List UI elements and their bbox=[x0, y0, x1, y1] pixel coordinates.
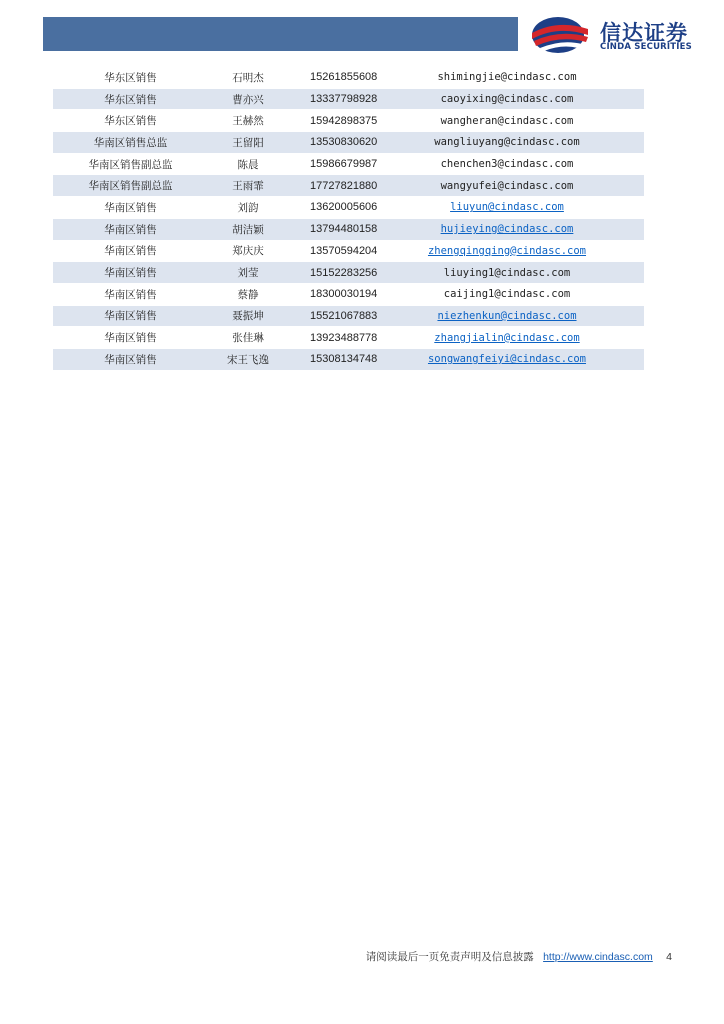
cell-name: 陈晨 bbox=[237, 158, 259, 171]
table-row bbox=[53, 305, 644, 327]
email-link: caijing1@cindasc.com bbox=[443, 288, 571, 301]
table-row bbox=[53, 175, 644, 197]
email-link[interactable]: hujieying@cindasc.com bbox=[440, 223, 574, 236]
cell-phone: 13923488778 bbox=[310, 331, 378, 344]
email-link: wangheran@cindasc.com bbox=[440, 114, 574, 127]
email-link[interactable]: zhangjialin@cindasc.com bbox=[434, 331, 580, 344]
cell-role: 华南区销售 bbox=[104, 245, 157, 258]
cell-email bbox=[370, 110, 644, 132]
cell-name: 刘韵 bbox=[237, 201, 259, 214]
cell-name: 王留阳 bbox=[208, 132, 288, 154]
footer-disclaimer: 请阅读最后一页免责声明及信息披露 bbox=[365, 951, 534, 963]
email-link[interactable]: liuyun@cindasc.com bbox=[450, 201, 564, 214]
cell-name: 王赫然 bbox=[232, 115, 264, 128]
cell-role: 华东区销售 bbox=[104, 115, 157, 128]
cell-email bbox=[370, 240, 644, 262]
cell-email bbox=[370, 262, 644, 284]
cell-phone: 13620005606 bbox=[310, 201, 378, 214]
cell-phone: 15308134748 bbox=[288, 348, 370, 370]
cell-name: 郑庆庆 bbox=[232, 245, 264, 258]
cell-name: 曹亦兴 bbox=[208, 88, 288, 110]
cell-phone: 13794480158 bbox=[288, 218, 370, 240]
cell-name: 石明杰 bbox=[232, 71, 264, 84]
table-row bbox=[53, 153, 644, 175]
cell-phone: 13337798928 bbox=[288, 88, 370, 110]
cell-email bbox=[370, 67, 644, 88]
cell-email bbox=[370, 197, 644, 219]
cell-name: 刘莹 bbox=[208, 262, 288, 284]
cell-name: 张佳琳 bbox=[232, 332, 264, 345]
cell-email bbox=[370, 218, 644, 240]
cell-email bbox=[370, 348, 644, 370]
email-link: caoyixing@cindasc.com bbox=[440, 93, 574, 106]
header-bar bbox=[43, 17, 518, 51]
table-row bbox=[53, 110, 644, 132]
cell-role: 华东区销售 bbox=[53, 88, 208, 110]
cell-email bbox=[370, 175, 644, 197]
cell-name: 蔡静 bbox=[237, 288, 259, 301]
cell-phone: 17727821880 bbox=[288, 175, 370, 197]
table-row bbox=[53, 218, 644, 240]
cell-phone: 18300030194 bbox=[310, 288, 378, 301]
cell-email bbox=[370, 153, 644, 175]
cell-role: 华南区销售副总监 bbox=[53, 175, 208, 197]
email-link[interactable]: songwangfeiyi@cindasc.com bbox=[427, 353, 587, 366]
logo-english-text: CINDA SECURITIES bbox=[600, 42, 692, 52]
cell-role: 华南区销售 bbox=[104, 201, 157, 214]
contact-table-body bbox=[53, 67, 644, 370]
cell-email bbox=[370, 132, 644, 154]
cinda-emblem-icon bbox=[530, 15, 590, 55]
cell-role: 华南区销售总监 bbox=[53, 132, 208, 154]
email-link: wangyufei@cindasc.com bbox=[440, 179, 574, 192]
logo-chinese-text: 信达证券 bbox=[600, 21, 688, 45]
email-link[interactable]: zhengqingqing@cindasc.com bbox=[427, 244, 587, 257]
sales-contact-table bbox=[53, 67, 644, 371]
cell-name: 聂振坤 bbox=[208, 305, 288, 327]
cell-name: 胡洁颖 bbox=[208, 218, 288, 240]
footer-website-link[interactable]: http://www.cindasc.com bbox=[543, 951, 653, 963]
email-link: shimingjie@cindasc.com bbox=[437, 71, 577, 84]
cell-role: 华南区销售 bbox=[53, 218, 208, 240]
cell-role: 华南区销售 bbox=[104, 288, 157, 301]
cell-phone: 15521067883 bbox=[288, 305, 370, 327]
table-row bbox=[53, 240, 644, 262]
email-link: chenchen3@cindasc.com bbox=[440, 158, 574, 171]
table-row bbox=[53, 88, 644, 110]
cell-phone: 15986679987 bbox=[310, 158, 378, 171]
table-row bbox=[53, 132, 644, 154]
cell-phone: 13530830620 bbox=[288, 132, 370, 154]
table-row bbox=[53, 197, 644, 219]
page-footer bbox=[366, 949, 672, 964]
cell-role: 华南区销售 bbox=[53, 262, 208, 284]
cell-role: 华南区销售 bbox=[53, 305, 208, 327]
table-row bbox=[53, 348, 644, 370]
cell-email bbox=[370, 88, 644, 110]
cell-role: 华东区销售 bbox=[104, 71, 157, 84]
table-row bbox=[53, 262, 644, 284]
email-link: wangliuyang@cindasc.com bbox=[434, 136, 580, 149]
email-link: liuying1@cindasc.com bbox=[443, 266, 571, 279]
cell-email bbox=[370, 283, 644, 305]
cinda-logo bbox=[530, 15, 710, 57]
page-number: 4 bbox=[666, 951, 672, 963]
cell-role: 华南区销售 bbox=[53, 348, 208, 370]
table-row bbox=[53, 67, 644, 88]
cell-email bbox=[370, 305, 644, 327]
cell-phone: 15152283256 bbox=[288, 262, 370, 284]
cell-phone: 15942898375 bbox=[310, 114, 378, 127]
cell-role: 华南区销售 bbox=[104, 332, 157, 345]
cell-phone: 13570594204 bbox=[310, 244, 378, 257]
cell-role: 华南区销售副总监 bbox=[88, 158, 173, 171]
email-link[interactable]: niezhenkun@cindasc.com bbox=[437, 309, 577, 322]
cell-name: 王雨霏 bbox=[208, 175, 288, 197]
table-row bbox=[53, 327, 644, 349]
cell-name: 宋王飞逸 bbox=[208, 348, 288, 370]
table-row bbox=[53, 283, 644, 305]
cell-phone: 15261855608 bbox=[310, 71, 378, 84]
cell-email bbox=[370, 327, 644, 349]
